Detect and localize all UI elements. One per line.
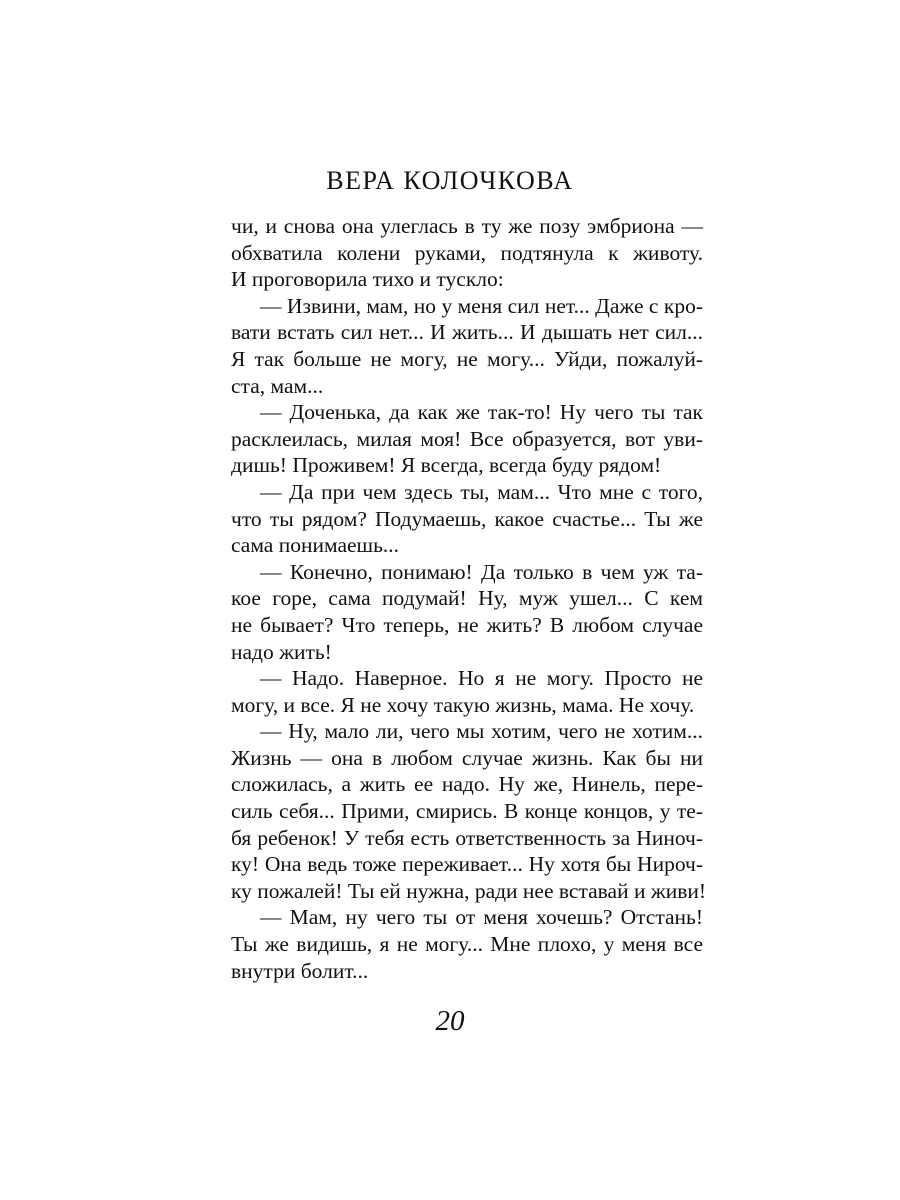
text-line: чи, и снова она улеглась в ту же позу эмбриона — (231, 214, 703, 238)
text-line: могу, и все. Я не хочу такую жизнь, мама. Не хочу. (231, 692, 695, 717)
text-line: ку! Она ведь тоже переживает... Ну хотя бы Нироч- (231, 852, 703, 877)
text-line: вати встать сил нет... И жить... И дышать нет сил... (231, 320, 703, 345)
text-line: Жизнь — она в любом случае жизнь. Как бы ни (231, 745, 703, 770)
text-line: не бывает? Что теперь, не жить? В любом случае (231, 612, 703, 637)
text-line: ку пожалей! Ты ей нужна, ради нее вставай и живи! (231, 878, 707, 903)
text-line: — Мам, ну чего ты от меня хочешь? Отстань! (260, 905, 703, 930)
text-line: сложилась, а жить ее надо. Ну же, Нинель, пере- (231, 772, 703, 797)
text-line: надо жить! (231, 639, 332, 664)
text-line: — Надо. Наверное. Но я не могу. Просто не (260, 666, 703, 691)
text-line: И проговорила тихо и тускло: (231, 267, 504, 292)
text-line: внутри болит... (231, 958, 369, 983)
text-line: — Конечно, понимаю! Да только в чем уж та- (260, 559, 703, 584)
text-line: бя ребенок! У тебя есть ответственность за Ниноч- (231, 825, 703, 850)
text-line: — Извини, мам, но у меня сил нет... Даже с кро- (260, 293, 703, 318)
text-line: силь себя... Прими, смирись. В конце концов, у те- (231, 799, 703, 824)
text-line: что ты рядом? Подумаешь, какое счастье... Ты же (231, 506, 703, 531)
text-line: — Ну, мало ли, чего мы хотим, чего не хотим... (260, 719, 703, 744)
text-line: обхватила колени руками, подтянула к животу. (231, 240, 703, 265)
text-line: дишь! Проживем! Я всегда, всегда буду рядом! (231, 453, 662, 478)
text-line: — Да при чем здесь ты, мам... Что мне с того, (260, 479, 703, 504)
text-line: сама понимаешь... (231, 533, 400, 558)
text-line: Я так больше не могу, не могу... Уйди, пожалуй- (231, 346, 703, 371)
text-line: — Доченька, да как же так-то! Ну чего ты так (260, 400, 703, 425)
text-line: кое горе, сама подумай! Ну, муж ушел... С кем (231, 586, 703, 611)
text-line: Ты же видишь, я не могу... Мне плохо, у меня все (231, 932, 703, 957)
body-text (231, 213, 707, 984)
text-line: ста, мам... (231, 373, 324, 398)
text-line: расклеилась, милая моя! Все образуется, вот уви- (231, 426, 703, 451)
running-head: ВЕРА КОЛОЧКОВА (326, 166, 574, 195)
page-number: 20 (435, 1005, 465, 1037)
